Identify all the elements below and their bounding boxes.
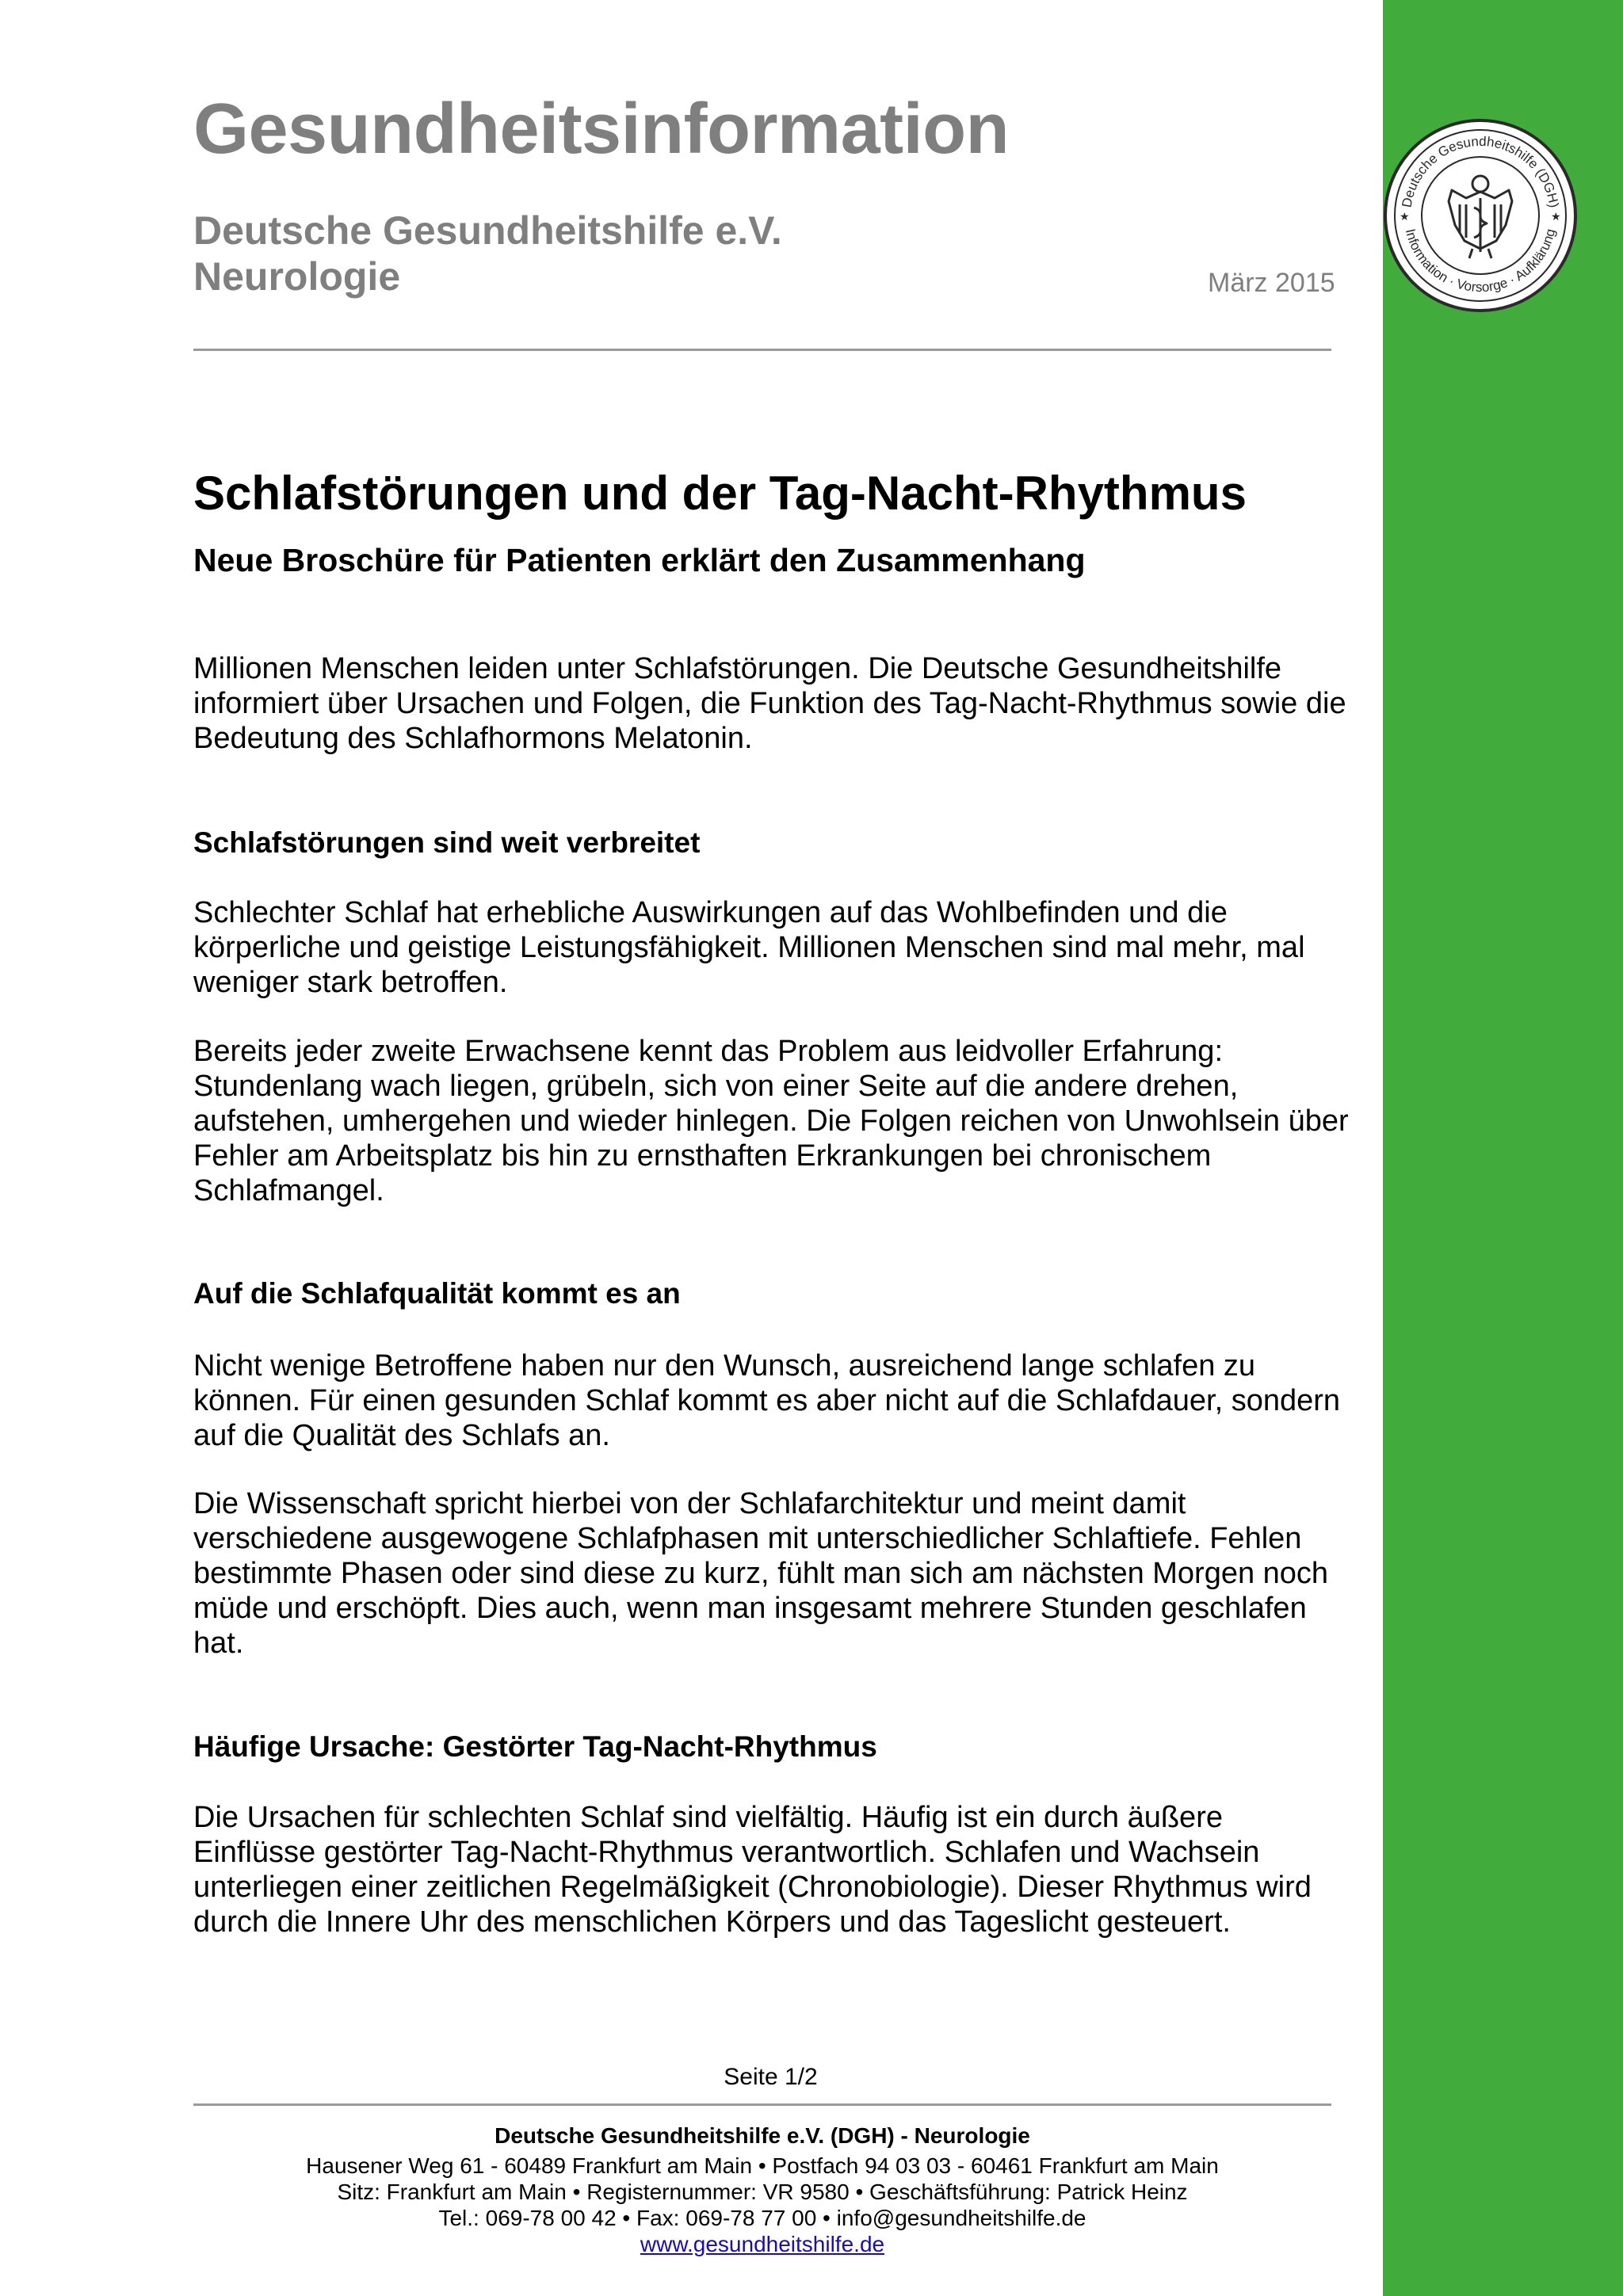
- publication-date: März 2015: [1208, 268, 1335, 298]
- article-subheadline: Neue Broschüre für Patienten erklärt den Zusammenhang: [193, 542, 1086, 578]
- footer-registration: Sitz: Frankfurt am Main • Registernummer: VR 9580 • Geschäftsführung: Patrick Heinz: [337, 2180, 1188, 2204]
- footer-title: Deutsche Gesundheitshilfe e.V. (DGH) - Neurologie: [495, 2123, 1030, 2148]
- green-side-bar: [1383, 0, 1623, 2296]
- section-paragraph: Die Wissenschaft spricht hierbei von der Schlafarchitektur und meint damit verschiedene ausgewogene Schlafphasen mit unterschiedlicher Schlaftiefe. Fehlen bestimmte Phasen oder sind diese zu kurz, fühlt man sich am nächsten Morgen noch müde und erschöpft. Dies auch, wenn man insgesamt mehrere Stunden geschlafen hat.: [193, 1487, 1329, 1660]
- section-paragraph: Nicht wenige Betroffene haben nur den Wunsch, ausreichend lange schlafen zu können. Für einen gesunden Schlaf kommt es aber nicht auf die Schlafdauer, sondern auf die Qualität des Schlafs an.: [193, 1349, 1341, 1452]
- website-link[interactable]: www.gesundheitshilfe.de: [640, 2232, 885, 2256]
- header-divider: [193, 349, 1331, 351]
- svg-text:Deutsche Gesundheitshilfe (DGH: Deutsche Gesundheitshilfe (DGH): [1399, 133, 1562, 209]
- footer-contact: Tel.: 069-78 00 42 • Fax: 069-78 77 00 • info@gesundheitshilfe.de: [438, 2206, 1086, 2230]
- section-paragraph: Schlechter Schlaf hat erhebliche Auswirkungen auf das Wohlbefinden und die körperliche und geistige Leistungsfähigkeit. Millionen Menschen sind mal mehr, mal weniger stark betroffen.: [193, 896, 1305, 999]
- organization-name: Deutsche Gesundheitshilfe e.V.: [193, 208, 782, 253]
- article-headline: Schlafstörungen und der Tag-Nacht-Rhythmus: [193, 467, 1247, 520]
- dgh-seal-logo: [1384, 119, 1577, 312]
- section-paragraph: Die Ursachen für schlechten Schlaf sind vielfältig. Häufig ist ein durch äußere Einflüsse gestörter Tag-Nacht-Rhythmus verantwortlich. Schlafen und Wachsein unterliegen einer zeitlichen Regelmäßigkeit (Chronobiologie). Dieser Rhythmus wird durch die Innere Uhr des menschlichen Körpers und das Tageslicht gesteuert.: [193, 1801, 1312, 1939]
- seal-emblem-icon: [1387, 122, 1574, 309]
- section-heading: Auf die Schlafqualität kommt es an: [193, 1277, 681, 1310]
- section-heading: Häufige Ursache: Gestörter Tag-Nacht-Rhythmus: [193, 1730, 877, 1763]
- footer-address: Hausener Weg 61 - 60489 Frankfurt am Main • Postfach 94 03 03 - 60461 Frankfurt am Main: [306, 2153, 1219, 2178]
- svg-text:Information · Vorsorge · Aufkl: Information · Vorsorge · Aufklärung: [1402, 227, 1559, 296]
- svg-text:★: ★: [1551, 210, 1561, 223]
- document-title: Gesundheitsinformation: [193, 90, 1010, 169]
- footer-website: [193, 2232, 1331, 2257]
- department-name: Neurologie: [193, 254, 401, 299]
- footer-divider: [193, 2103, 1331, 2106]
- section-paragraph: Bereits jeder zweite Erwachsene kennt das Problem aus leidvoller Erfahrung: Stundenlang wach liegen, grübeln, sich von einer Seite auf die andere drehen, aufstehen, umhergehen und wieder hinlegen. Die Folgen reichen von Unwohlsein über Fehler am Arbeitsplatz bis hin zu ernsthaften Erkrankungen bei chronischem Schlafmangel.: [193, 1035, 1349, 1207]
- intro-paragraph: Millionen Menschen leiden unter Schlafstörungen. Die Deutsche Gesundheitshilfe informiert über Ursachen und Folgen, die Funktion des Tag-Nacht-Rhythmus sowie die Bedeutung des Schlafhormons Melatonin.: [193, 652, 1346, 755]
- svg-text:★: ★: [1400, 210, 1410, 223]
- section-heading: Schlafstörungen sind weit verbreitet: [193, 826, 701, 859]
- page-number: Seite 1/2: [724, 2064, 818, 2090]
